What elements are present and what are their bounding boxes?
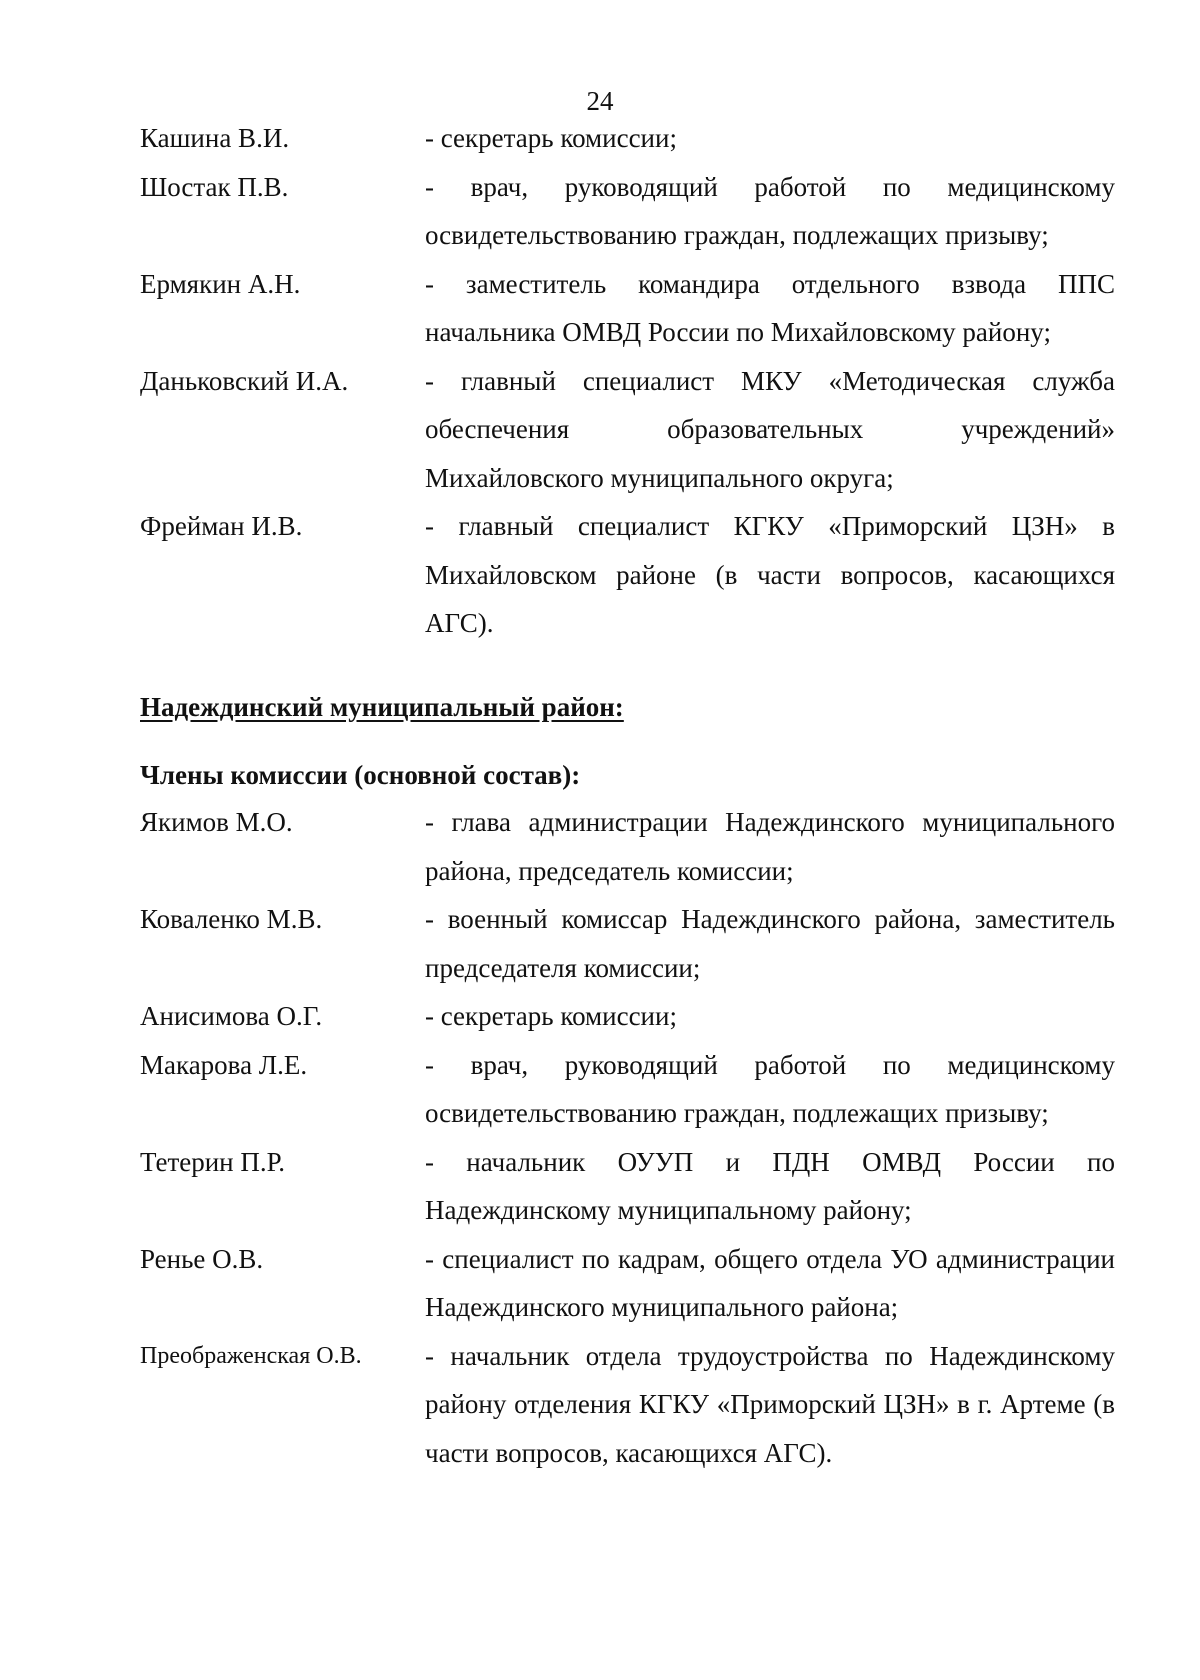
member-row bbox=[140, 992, 1115, 1041]
member-name: Макарова Л.Е. bbox=[140, 1049, 308, 1080]
member-role: - глава администрации Надеждинского муниципального района, председатель комиссии; bbox=[425, 807, 1115, 886]
member-row bbox=[140, 798, 1115, 895]
member-name: Ермякин А.Н. bbox=[140, 268, 301, 299]
member-name: Якимов М.О. bbox=[140, 807, 293, 837]
member-row bbox=[140, 895, 1115, 992]
member-role: - главный специалист КГКУ «Приморский ЦЗН» в Михайловском районе (в части вопросов, касающихся АГС). bbox=[425, 511, 1115, 638]
member-row bbox=[140, 1235, 1115, 1332]
member-role: - главный специалист МКУ «Методическая служба обеспечения образовательных учреждений» Михайловского муниципального округа; bbox=[425, 365, 1115, 493]
member-name: Анисимова О.Г. bbox=[140, 1001, 323, 1031]
members-list-michailovsky bbox=[140, 114, 1115, 648]
section-title: Надеждинский муниципальный район: bbox=[140, 692, 624, 722]
subsection-title: Члены комиссии (основной состав): bbox=[140, 760, 581, 790]
member-name: Тетерин П.Р. bbox=[140, 1146, 286, 1177]
member-role: - секретарь комиссии; bbox=[425, 123, 677, 153]
member-name: Шостак П.В. bbox=[140, 171, 289, 202]
member-name: Коваленко М.В. bbox=[140, 904, 323, 934]
member-row bbox=[140, 1138, 1115, 1235]
member-role: - секретарь комиссии; bbox=[425, 1001, 677, 1031]
member-row bbox=[140, 1041, 1115, 1138]
member-row bbox=[140, 163, 1115, 260]
member-role: - начальник ОУУП и ПДН ОМВД России по Надеждинскому муниципальному району; bbox=[425, 1146, 1115, 1225]
member-row bbox=[140, 357, 1115, 503]
member-name: Даньковский И.А. bbox=[140, 365, 349, 396]
member-role: - заместитель командира отдельного взвода ППС начальника ОМВД России по Михайловскому району; bbox=[425, 268, 1115, 347]
member-name: Преображенская О.В. bbox=[140, 1342, 362, 1369]
member-role: - начальник отдела трудоустройства по Надеждинскому району отделения КГКУ «Приморский ЦЗН» в г. Артеме (в части вопросов, касающихся АГС). bbox=[425, 1340, 1115, 1468]
member-role: - военный комиссар Надеждинского района, заместитель председателя комиссии; bbox=[425, 904, 1115, 983]
member-row bbox=[140, 1332, 1115, 1478]
member-row bbox=[140, 114, 1115, 163]
member-role: - специалист по кадрам, общего отдела УО администрации Надеждинского муниципального района; bbox=[425, 1243, 1115, 1322]
members-list-nadezhdinsky bbox=[140, 798, 1115, 1477]
member-row bbox=[140, 260, 1115, 357]
page-number: 24 bbox=[586, 86, 614, 116]
member-name: Фрейман И.В. bbox=[140, 511, 303, 541]
member-name: Кашина В.И. bbox=[140, 123, 290, 153]
member-row bbox=[140, 502, 1115, 648]
member-name: Ренье О.В. bbox=[140, 1243, 264, 1274]
member-role: - врач, руководящий работой по медицинскому освидетельствованию граждан, подлежащих призыву; bbox=[425, 171, 1115, 250]
member-role: - врач, руководящий работой по медицинскому освидетельствованию граждан, подлежащих призыву; bbox=[425, 1049, 1115, 1128]
